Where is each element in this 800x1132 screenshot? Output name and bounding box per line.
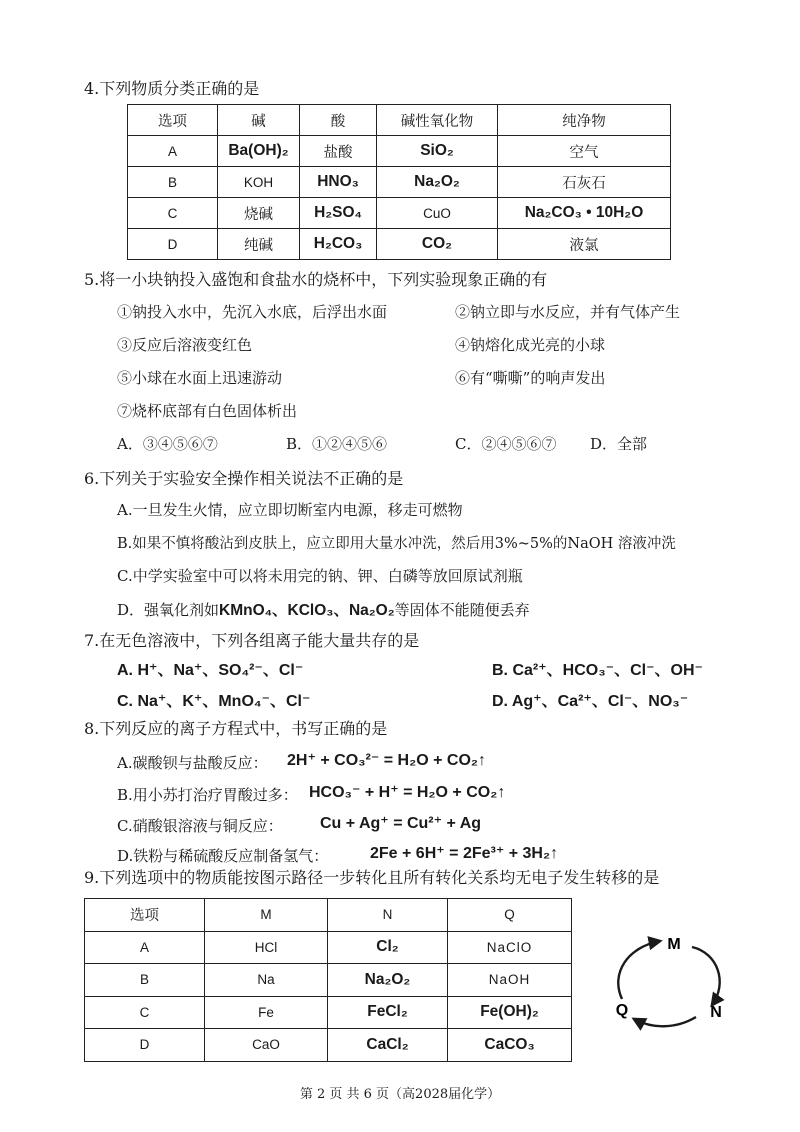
- table-cell: CuO: [377, 198, 498, 229]
- table-cell: NaClO: [448, 931, 572, 964]
- table-cell: H₂SO₄: [300, 198, 377, 229]
- page-footer: 第 2 页 共 6 页（高2028届化学）: [299, 1087, 501, 1102]
- q8-option-a-equation: 2H⁺ + CO₃²⁻ = H₂O + CO₂↑: [287, 752, 486, 769]
- q8-option-b-label: B.用小苏打治疗胃酸过多：: [117, 786, 298, 804]
- table-cell: Cl₂: [328, 931, 448, 964]
- arrow-m-to-n: [692, 947, 720, 1005]
- table-cell: D: [128, 229, 218, 260]
- q5-item-1: ①钠投入水中，先沉入水底，后浮出水面: [117, 303, 388, 321]
- q6-d-suffix: 等固体不能随便丢弃: [394, 601, 530, 619]
- q5-item-2: ②钠立即与水反应，并有气体产生: [455, 303, 681, 321]
- table-cell: 烧碱: [218, 198, 300, 229]
- q7-option-b: B. Ca²⁺、HCO₃⁻、Cl⁻、OH⁻: [492, 662, 703, 679]
- q5-stem: 5.将一小块钠投入盛饱和食盐水的烧杯中，下列实验现象正确的有: [84, 270, 548, 289]
- table-cell: CaCO₃: [448, 1029, 572, 1062]
- q5-item-5: ⑤小球在水面上迅速游动: [117, 369, 283, 387]
- table-header-row: [128, 105, 671, 136]
- q7-option-a: A. H⁺、Na⁺、SO₄²⁻、Cl⁻: [117, 662, 304, 679]
- q7-option-c: C. Na⁺、K⁺、MnO₄⁻、Cl⁻: [117, 693, 311, 710]
- q9-stem: 9.下列选项中的物质能按图示路径一步转化且所有转化关系均无电子发生转移的是: [84, 868, 660, 887]
- table-row: [85, 996, 572, 1029]
- table-cell: CaCl₂: [328, 1029, 448, 1062]
- q6-option-b: B.如果不慎将酸沾到皮肤上，应立即用大量水冲洗，然后用3%~5%的NaOH 溶液冲洗: [117, 536, 676, 552]
- q8-option-d-label: D.铁粉与稀硫酸反应制备氢气：: [117, 847, 329, 865]
- table-row: [128, 198, 671, 229]
- q8-option-b-equation: HCO₃⁻ + H⁺ = H₂O + CO₂↑: [309, 784, 506, 801]
- q8-option-c-label: C.硝酸银溶液与铜反应：: [117, 817, 283, 835]
- header-cell: 酸: [300, 105, 377, 136]
- header-cell: M: [205, 899, 328, 932]
- q4-stem: 4.下列物质分类正确的是: [84, 79, 260, 98]
- table-cell: B: [85, 964, 205, 997]
- q7-option-d: D. Ag⁺、Ca²⁺、Cl⁻、NO₃⁻: [492, 693, 689, 710]
- table-row: [128, 136, 671, 167]
- q6-option-d: [117, 598, 530, 620]
- table-row: [128, 167, 671, 198]
- table-cell: Na₂O₂: [328, 964, 448, 997]
- table-cell: NaOH: [448, 964, 572, 997]
- q5-item-4: ④钠熔化成光亮的小球: [455, 336, 606, 354]
- table-cell: SiO₂: [377, 136, 498, 167]
- q9-table: [84, 898, 572, 1062]
- q6-d-formulas: KMnO₄、KClO₃、Na₂O₂: [219, 602, 395, 619]
- table-cell: 石灰石: [498, 167, 671, 198]
- q8-stem: 8.下列反应的离子方程式中，书写正确的是: [84, 719, 388, 738]
- table-row: [128, 229, 671, 260]
- table-cell: CO₂: [377, 229, 498, 260]
- table-cell: HNO₃: [300, 167, 377, 198]
- q6-d-prefix: D．强氧化剂如: [117, 601, 220, 619]
- table-cell: HCl: [205, 931, 328, 964]
- table-cell: Na₂O₂: [377, 167, 498, 198]
- q5-option-c: C．②④⑤⑥⑦: [455, 435, 557, 453]
- arrow-n-to-q: [634, 1017, 696, 1026]
- table-cell: Na: [205, 964, 328, 997]
- table-cell: Ba(OH)₂: [218, 136, 300, 167]
- table-cell: D: [85, 1029, 205, 1062]
- table-row: [85, 931, 572, 964]
- table-cell: 空气: [498, 136, 671, 167]
- header-cell: 选项: [85, 899, 205, 932]
- node-n: N: [710, 1004, 722, 1021]
- table-cell: Na₂CO₃ • 10H₂O: [498, 198, 671, 229]
- q6-stem: 6.下列关于实验安全操作相关说法不正确的是: [84, 469, 404, 488]
- q5-item-3: ③反应后溶液变红色: [117, 336, 253, 354]
- q5-option-d: D．全部: [590, 435, 648, 453]
- table-cell: C: [85, 996, 205, 1029]
- q6-option-a: A.一旦发生火情，应立即切断室内电源，移走可燃物: [117, 501, 463, 519]
- table-cell: Fe: [205, 996, 328, 1029]
- table-cell: A: [128, 136, 218, 167]
- header-cell: 碱性氧化物: [377, 105, 498, 136]
- table-cell: 盐酸: [300, 136, 377, 167]
- table-cell: C: [128, 198, 218, 229]
- node-m: M: [667, 936, 681, 953]
- node-q: Q: [615, 1002, 629, 1019]
- q7-stem: 7.在无色溶液中，下列各组离子能大量共存的是: [84, 631, 420, 650]
- table-cell: CaO: [205, 1029, 328, 1062]
- q5-item-7: ⑦烧杯底部有白色固体析出: [117, 402, 298, 420]
- q5-option-a: A．③④⑤⑥⑦: [117, 435, 218, 453]
- header-cell: 碱: [218, 105, 300, 136]
- q8-option-d-equation: 2Fe + 6H⁺ = 2Fe³⁺ + 3H₂↑: [370, 845, 559, 862]
- header-cell: 纯净物: [498, 105, 671, 136]
- q5-item-6: ⑥有“嘶嘶”的响声发出: [455, 369, 606, 387]
- q8-option-c-equation: Cu + Ag⁺ = Cu²⁺ + Ag: [320, 815, 482, 832]
- header-cell: Q: [448, 899, 572, 932]
- table-cell: A: [85, 931, 205, 964]
- header-cell: N: [328, 899, 448, 932]
- table-cell: 液氯: [498, 229, 671, 260]
- header-cell: 选项: [128, 105, 218, 136]
- q8-option-a-label: A.碳酸钡与盐酸反应：: [117, 754, 268, 772]
- table-header-row: [85, 899, 572, 932]
- table-cell: H₂CO₃: [300, 229, 377, 260]
- q4-table: [127, 104, 671, 260]
- table-row: [85, 964, 572, 997]
- table-cell: FeCl₂: [328, 996, 448, 1029]
- arrow-q-to-m: [618, 941, 660, 999]
- q6-option-c: C.中学实验室中可以将未用完的钠、钾、白磷等放回原试剂瓶: [117, 567, 523, 585]
- q5-option-b: B．①②④⑤⑥: [286, 435, 388, 453]
- table-cell: KOH: [218, 167, 300, 198]
- table-cell: Fe(OH)₂: [448, 996, 572, 1029]
- table-cell: B: [128, 167, 218, 198]
- conversion-cycle-diagram: [600, 925, 740, 1035]
- table-row: [85, 1029, 572, 1062]
- table-cell: 纯碱: [218, 229, 300, 260]
